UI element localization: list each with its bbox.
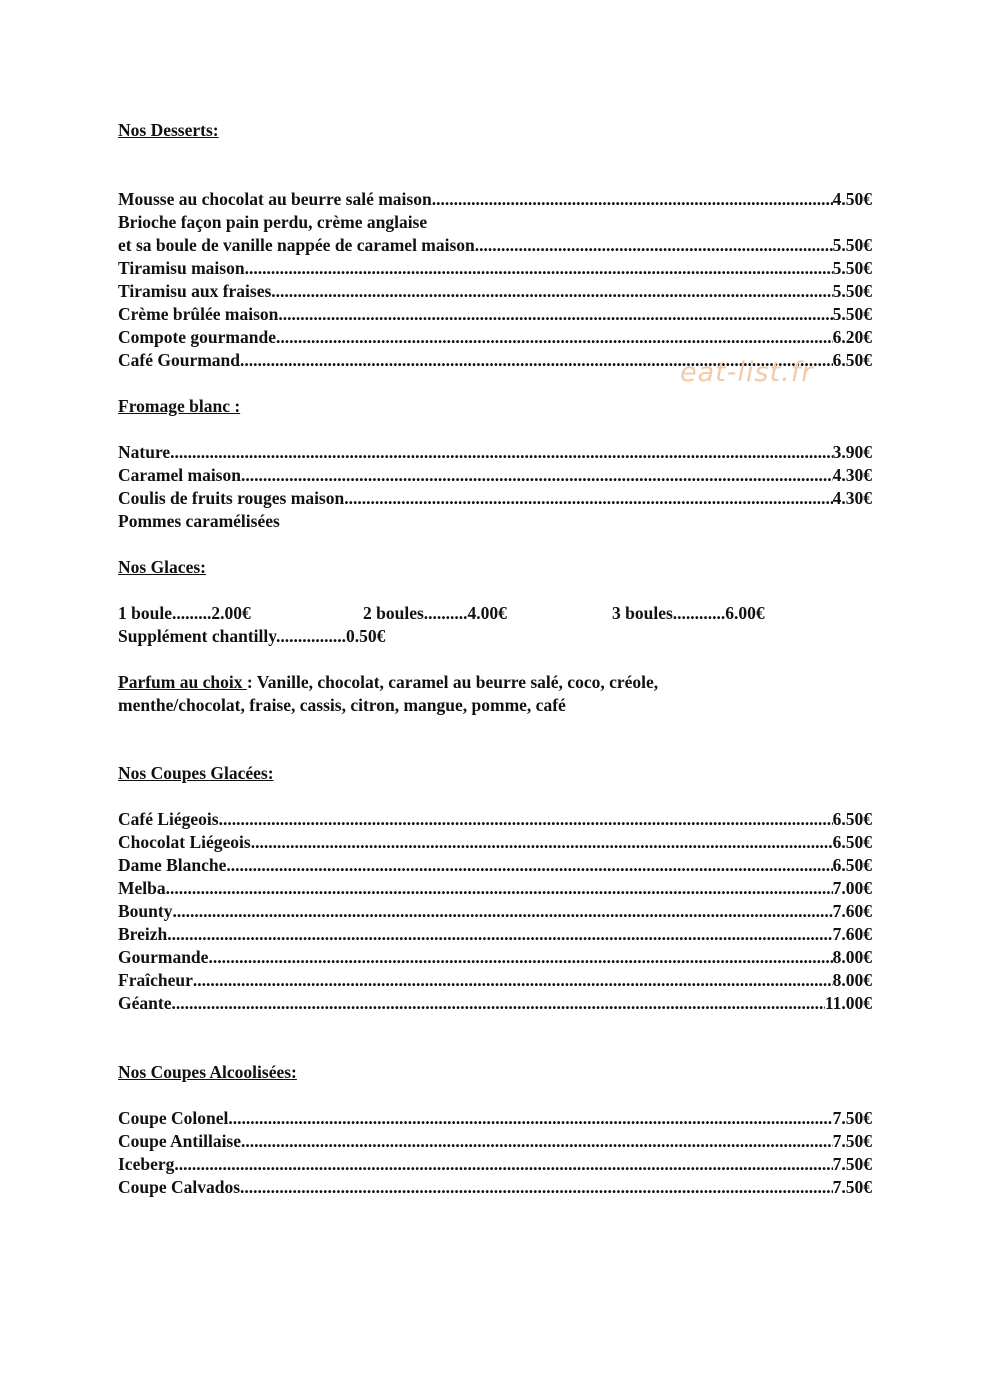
watermark: eat-list.fr <box>680 357 814 388</box>
section-heading-coupes-glacees: Nos Coupes Glacées: <box>118 763 274 783</box>
section-heading-desserts: Nos Desserts: <box>118 120 219 140</box>
menu-item: Caramel maison ..... 4.30€ <box>118 464 872 487</box>
menu-item: Iceberg ..... 7.50€ <box>118 1153 872 1176</box>
menu-item-line: Pommes caramélisées <box>118 511 280 531</box>
parfum-paragraph <box>118 671 778 717</box>
menu-page <box>118 0 872 1400</box>
menu-item: Mousse au chocolat au beurre salé maison ..... 4.50€ <box>118 188 872 211</box>
chantilly-line: Supplément chantilly................0.50€ <box>118 626 386 646</box>
section-heading-coupes-alcoolisees: Nos Coupes Alcoolisées: <box>118 1062 297 1082</box>
menu-item: Géante ..... 11.00€ <box>118 992 872 1015</box>
menu-item: Compote gourmande ..... 6.20€ <box>118 326 872 349</box>
menu-item: Tiramisu aux fraises ..... 5.50€ <box>118 280 872 303</box>
boule-price-2: 2 boules..........4.00€ <box>363 603 507 623</box>
menu-item: Café Liégeois ..... 6.50€ <box>118 808 872 831</box>
menu-item: Café Gourmand ..... 6.50€ <box>118 349 872 372</box>
menu-item: Coupe Calvados ..... 7.50€ <box>118 1176 872 1199</box>
boule-price-1: 1 boule.........2.00€ <box>118 603 251 623</box>
parfum-label: Parfum au choix <box>118 672 247 692</box>
menu-item: Melba ..... 7.00€ <box>118 877 872 900</box>
menu-item: Breizh ..... 7.60€ <box>118 923 872 946</box>
menu-item: Coupe Antillaise ..... 7.50€ <box>118 1130 872 1153</box>
menu-item-line: Brioche façon pain perdu, crème anglaise <box>118 212 428 232</box>
menu-item: Gourmande ..... 8.00€ <box>118 946 872 969</box>
section-heading-fromage-blanc: Fromage blanc : <box>118 396 241 416</box>
menu-item: Chocolat Liégeois ..... 6.50€ <box>118 831 872 854</box>
menu-item: et sa boule de vanille nappée de caramel maison ..... 5.50€ <box>118 234 872 257</box>
parfum-text: : Vanille, chocolat, caramel au beurre salé, coco, créole, menthe/chocolat, fraise, cassis, citron, mangue, pomme, café <box>118 672 659 715</box>
menu-item: Tiramisu maison ..... 5.50€ <box>118 257 872 280</box>
boule-price-3: 3 boules............6.00€ <box>612 603 765 623</box>
menu-item: Crème brûlée maison ..... 5.50€ <box>118 303 872 326</box>
menu-item: Bounty ..... 7.60€ <box>118 900 872 923</box>
menu-item: Fraîcheur ..... 8.00€ <box>118 969 872 992</box>
menu-item: Dame Blanche ..... 6.50€ <box>118 854 872 877</box>
boules-row <box>118 602 872 625</box>
section-heading-glaces: Nos Glaces: <box>118 557 206 577</box>
menu-item: Coupe Colonel ..... 7.50€ <box>118 1107 872 1130</box>
menu-item: Nature ..... 3.90€ <box>118 441 872 464</box>
menu-item: Coulis de fruits rouges maison ..... 4.30€ <box>118 487 872 510</box>
